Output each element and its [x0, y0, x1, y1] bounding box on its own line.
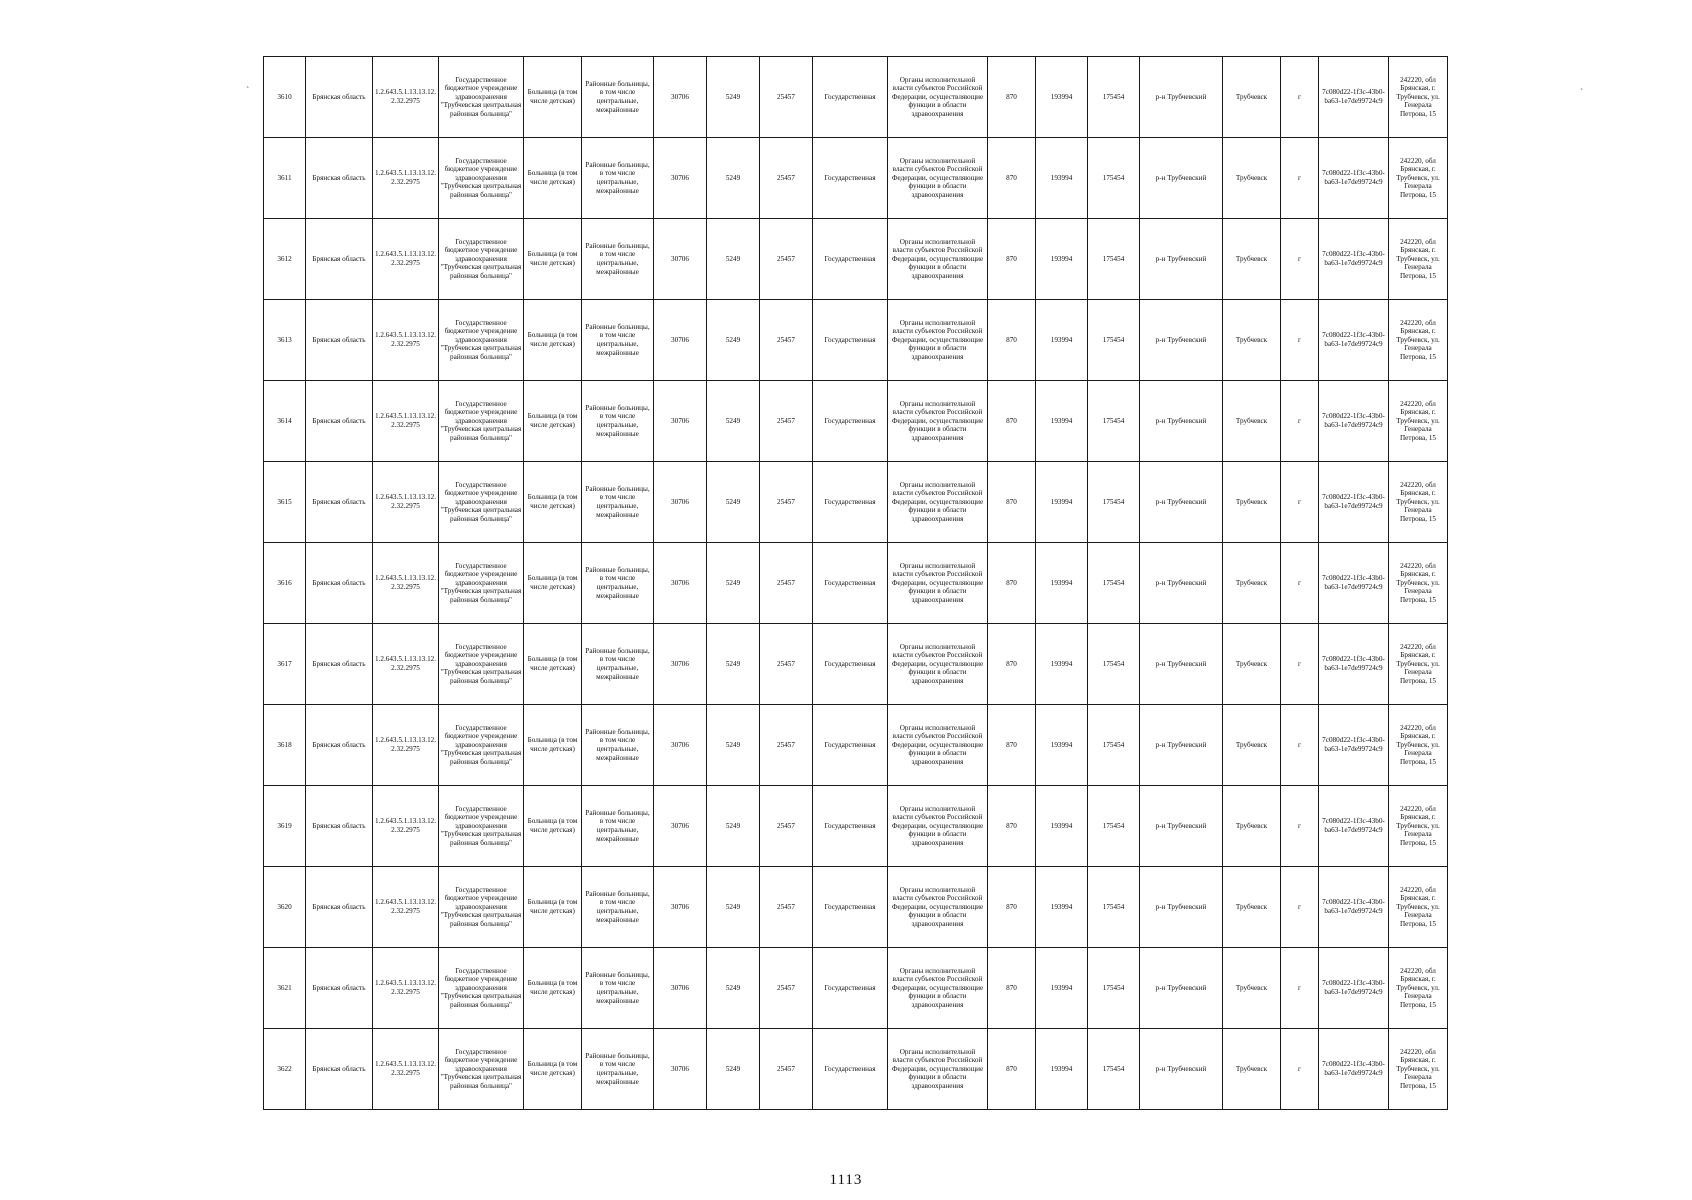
cell-profile: Районные больницы, в том числе центральные, межрайонные: [582, 138, 654, 219]
cell-authority: Органы исполнительной власти субъектов Российской Федерации, осуществляющие функции в области здравоохранения: [888, 1029, 988, 1110]
cell-v3: 25457: [760, 705, 813, 786]
cell-v1: 30706: [654, 948, 707, 1029]
cell-address: 242220, обл Брянская, г. Трубчевск, ул. Генерала Петрова, 15: [1389, 138, 1448, 219]
cell-district: р-н Трубчевский: [1140, 381, 1223, 462]
cell-ownership: Государственная: [813, 786, 888, 867]
cell-settlement-type: г: [1281, 543, 1319, 624]
cell-ownership: Государственная: [813, 300, 888, 381]
cell-district: р-н Трубчевский: [1140, 462, 1223, 543]
cell-region: Брянская область: [306, 948, 373, 1029]
cell-institution: Государственное бюджетное учреждение здравоохранения "Трубчевская центральная районная больница": [439, 462, 524, 543]
table-row: [264, 1029, 1448, 1110]
cell-district: р-н Трубчевский: [1140, 705, 1223, 786]
cell-code: 1.2.643.5.1.13.13.12.2.32.2975: [373, 219, 439, 300]
cell-authority: Органы исполнительной власти субъектов Российской Федерации, осуществляющие функции в области здравоохранения: [888, 624, 988, 705]
cell-settlement-type: г: [1281, 786, 1319, 867]
cell-region: Брянская область: [306, 1029, 373, 1110]
cell-type: Больница (в том числе детская): [524, 57, 582, 138]
cell-v6: 175454: [1088, 705, 1140, 786]
cell-guid: 7c080d22-1f3c-43b0-ba63-1e7de99724c9: [1319, 57, 1389, 138]
cell-region: Брянская область: [306, 138, 373, 219]
cell-v6: 175454: [1088, 138, 1140, 219]
cell-authority: Органы исполнительной власти субъектов Российской Федерации, осуществляющие функции в области здравоохранения: [888, 786, 988, 867]
cell-authority: Органы исполнительной власти субъектов Российской Федерации, осуществляющие функции в области здравоохранения: [888, 462, 988, 543]
cell-v6: 175454: [1088, 1029, 1140, 1110]
cell-profile: Районные больницы, в том числе центральные, межрайонные: [582, 462, 654, 543]
cell-district: р-н Трубчевский: [1140, 57, 1223, 138]
cell-city: Трубчевск: [1223, 624, 1281, 705]
cell-address: 242220, обл Брянская, г. Трубчевск, ул. Генерала Петрова, 15: [1389, 381, 1448, 462]
cell-v3: 25457: [760, 219, 813, 300]
cell-v2: 5249: [707, 219, 760, 300]
cell-v3: 25457: [760, 138, 813, 219]
cell-guid: 7c080d22-1f3c-43b0-ba63-1e7de99724c9: [1319, 705, 1389, 786]
cell-settlement-type: г: [1281, 867, 1319, 948]
cell-v5: 193994: [1036, 867, 1088, 948]
cell-v3: 25457: [760, 948, 813, 1029]
cell-v6: 175454: [1088, 624, 1140, 705]
cell-city: Трубчевск: [1223, 786, 1281, 867]
cell-ownership: Государственная: [813, 219, 888, 300]
cell-district: р-н Трубчевский: [1140, 138, 1223, 219]
page-number: 1113: [829, 1172, 863, 1188]
cell-code: 1.2.643.5.1.13.13.12.2.32.2975: [373, 462, 439, 543]
cell-v5: 193994: [1036, 786, 1088, 867]
cell-institution: Государственное бюджетное учреждение здравоохранения "Трубчевская центральная районная больница": [439, 381, 524, 462]
cell-v2: 5249: [707, 948, 760, 1029]
cell-ownership: Государственная: [813, 1029, 888, 1110]
cell-v3: 25457: [760, 381, 813, 462]
cell-district: р-н Трубчевский: [1140, 948, 1223, 1029]
cell-address: 242220, обл Брянская, г. Трубчевск, ул. Генерала Петрова, 15: [1389, 867, 1448, 948]
cell-v1: 30706: [654, 138, 707, 219]
cell-v6: 175454: [1088, 381, 1140, 462]
table-row: [264, 786, 1448, 867]
cell-v2: 5249: [707, 462, 760, 543]
cell-guid: 7c080d22-1f3c-43b0-ba63-1e7de99724c9: [1319, 219, 1389, 300]
cell-v1: 30706: [654, 543, 707, 624]
cell-v4: 870: [988, 462, 1036, 543]
cell-city: Трубчевск: [1223, 867, 1281, 948]
cell-v2: 5249: [707, 138, 760, 219]
cell-region: Брянская область: [306, 867, 373, 948]
cell-authority: Органы исполнительной власти субъектов Российской Федерации, осуществляющие функции в области здравоохранения: [888, 867, 988, 948]
cell-v1: 30706: [654, 219, 707, 300]
cell-district: р-н Трубчевский: [1140, 624, 1223, 705]
cell-v1: 30706: [654, 786, 707, 867]
cell-address: 242220, обл Брянская, г. Трубчевск, ул. Генерала Петрова, 15: [1389, 462, 1448, 543]
table-row: [264, 624, 1448, 705]
cell-profile: Районные больницы, в том числе центральные, межрайонные: [582, 948, 654, 1029]
cell-v4: 870: [988, 300, 1036, 381]
cell-district: р-н Трубчевский: [1140, 786, 1223, 867]
cell-id: 3612: [264, 219, 306, 300]
cell-profile: Районные больницы, в том числе центральные, межрайонные: [582, 1029, 654, 1110]
cell-v1: 30706: [654, 462, 707, 543]
cell-v4: 870: [988, 138, 1036, 219]
cell-v4: 870: [988, 219, 1036, 300]
table-row: [264, 867, 1448, 948]
cell-v1: 30706: [654, 624, 707, 705]
cell-ownership: Государственная: [813, 138, 888, 219]
table-row: [264, 57, 1448, 138]
cell-v2: 5249: [707, 1029, 760, 1110]
table-row: [264, 381, 1448, 462]
cell-ownership: Государственная: [813, 948, 888, 1029]
cell-v5: 193994: [1036, 462, 1088, 543]
cell-address: 242220, обл Брянская, г. Трубчевск, ул. Генерала Петрова, 15: [1389, 624, 1448, 705]
cell-address: 242220, обл Брянская, г. Трубчевск, ул. Генерала Петрова, 15: [1389, 1029, 1448, 1110]
cell-v4: 870: [988, 543, 1036, 624]
cell-code: 1.2.643.5.1.13.13.12.2.32.2975: [373, 867, 439, 948]
cell-id: 3622: [264, 1029, 306, 1110]
cell-profile: Районные больницы, в том числе центральные, межрайонные: [582, 219, 654, 300]
cell-guid: 7c080d22-1f3c-43b0-ba63-1e7de99724c9: [1319, 381, 1389, 462]
cell-city: Трубчевск: [1223, 462, 1281, 543]
cell-id: 3619: [264, 786, 306, 867]
cell-type: Больница (в том числе детская): [524, 219, 582, 300]
cell-v4: 870: [988, 57, 1036, 138]
cell-city: Трубчевск: [1223, 948, 1281, 1029]
cell-code: 1.2.643.5.1.13.13.12.2.32.2975: [373, 381, 439, 462]
cell-v2: 5249: [707, 543, 760, 624]
cell-region: Брянская область: [306, 462, 373, 543]
cell-v5: 193994: [1036, 543, 1088, 624]
cell-city: Трубчевск: [1223, 705, 1281, 786]
cell-ownership: Государственная: [813, 867, 888, 948]
cell-guid: 7c080d22-1f3c-43b0-ba63-1e7de99724c9: [1319, 462, 1389, 543]
cell-authority: Органы исполнительной власти субъектов Российской Федерации, осуществляющие функции в области здравоохранения: [888, 300, 988, 381]
cell-district: р-н Трубчевский: [1140, 300, 1223, 381]
cell-id: 3618: [264, 705, 306, 786]
cell-v1: 30706: [654, 381, 707, 462]
registry-sheet: [263, 56, 1448, 1110]
cell-address: 242220, обл Брянская, г. Трубчевск, ул. Генерала Петрова, 15: [1389, 786, 1448, 867]
cell-code: 1.2.643.5.1.13.13.12.2.32.2975: [373, 57, 439, 138]
cell-guid: 7c080d22-1f3c-43b0-ba63-1e7de99724c9: [1319, 786, 1389, 867]
cell-settlement-type: г: [1281, 705, 1319, 786]
cell-v4: 870: [988, 624, 1036, 705]
cell-region: Брянская область: [306, 705, 373, 786]
cell-settlement-type: г: [1281, 300, 1319, 381]
cell-v2: 5249: [707, 57, 760, 138]
cell-v5: 193994: [1036, 624, 1088, 705]
cell-district: р-н Трубчевский: [1140, 543, 1223, 624]
cell-type: Больница (в том числе детская): [524, 381, 582, 462]
cell-v2: 5249: [707, 381, 760, 462]
cell-institution: Государственное бюджетное учреждение здравоохранения "Трубчевская центральная районная больница": [439, 948, 524, 1029]
cell-region: Брянская область: [306, 57, 373, 138]
cell-authority: Органы исполнительной власти субъектов Российской Федерации, осуществляющие функции в области здравоохранения: [888, 219, 988, 300]
cell-id: 3615: [264, 462, 306, 543]
cell-ownership: Государственная: [813, 624, 888, 705]
cell-id: 3620: [264, 867, 306, 948]
cell-city: Трубчевск: [1223, 1029, 1281, 1110]
cell-ownership: Государственная: [813, 381, 888, 462]
cell-v5: 193994: [1036, 300, 1088, 381]
cell-institution: Государственное бюджетное учреждение здравоохранения "Трубчевская центральная районная больница": [439, 138, 524, 219]
cell-profile: Районные больницы, в том числе центральные, межрайонные: [582, 381, 654, 462]
cell-v1: 30706: [654, 867, 707, 948]
cell-code: 1.2.643.5.1.13.13.12.2.32.2975: [373, 138, 439, 219]
cell-authority: Органы исполнительной власти субъектов Российской Федерации, осуществляющие функции в области здравоохранения: [888, 57, 988, 138]
cell-v6: 175454: [1088, 462, 1140, 543]
cell-v2: 5249: [707, 624, 760, 705]
table-row: [264, 705, 1448, 786]
cell-type: Больница (в том числе детская): [524, 1029, 582, 1110]
cell-v1: 30706: [654, 300, 707, 381]
cell-v6: 175454: [1088, 57, 1140, 138]
cell-profile: Районные больницы, в том числе центральные, межрайонные: [582, 300, 654, 381]
cell-city: Трубчевск: [1223, 57, 1281, 138]
cell-id: 3616: [264, 543, 306, 624]
cell-institution: Государственное бюджетное учреждение здравоохранения "Трубчевская центральная районная больница": [439, 786, 524, 867]
cell-v4: 870: [988, 867, 1036, 948]
cell-id: 3610: [264, 57, 306, 138]
cell-institution: Государственное бюджетное учреждение здравоохранения "Трубчевская центральная районная больница": [439, 624, 524, 705]
cell-institution: Государственное бюджетное учреждение здравоохранения "Трубчевская центральная районная больница": [439, 705, 524, 786]
cell-settlement-type: г: [1281, 381, 1319, 462]
cell-authority: Органы исполнительной власти субъектов Российской Федерации, осуществляющие функции в области здравоохранения: [888, 138, 988, 219]
cell-type: Больница (в том числе детская): [524, 462, 582, 543]
cell-profile: Районные больницы, в том числе центральные, межрайонные: [582, 543, 654, 624]
cell-id: 3621: [264, 948, 306, 1029]
cell-region: Брянская область: [306, 300, 373, 381]
cell-v6: 175454: [1088, 543, 1140, 624]
cell-v2: 5249: [707, 300, 760, 381]
table-row: [264, 138, 1448, 219]
table-row: [264, 219, 1448, 300]
registry-table: [263, 56, 1448, 1110]
cell-v3: 25457: [760, 300, 813, 381]
cell-id: 3614: [264, 381, 306, 462]
cell-v6: 175454: [1088, 867, 1140, 948]
cell-v4: 870: [988, 381, 1036, 462]
cell-v4: 870: [988, 705, 1036, 786]
cell-v4: 870: [988, 786, 1036, 867]
cell-authority: Органы исполнительной власти субъектов Российской Федерации, осуществляющие функции в области здравоохранения: [888, 705, 988, 786]
cell-region: Брянская область: [306, 786, 373, 867]
cell-v2: 5249: [707, 867, 760, 948]
cell-city: Трубчевск: [1223, 543, 1281, 624]
cell-v2: 5249: [707, 786, 760, 867]
cell-profile: Районные больницы, в том числе центральные, межрайонные: [582, 705, 654, 786]
cell-code: 1.2.643.5.1.13.13.12.2.32.2975: [373, 1029, 439, 1110]
cell-id: 3613: [264, 300, 306, 381]
cell-v1: 30706: [654, 57, 707, 138]
cell-type: Больница (в том числе детская): [524, 138, 582, 219]
cell-v3: 25457: [760, 57, 813, 138]
cell-v6: 175454: [1088, 786, 1140, 867]
cell-v5: 193994: [1036, 1029, 1088, 1110]
cell-ownership: Государственная: [813, 462, 888, 543]
cell-v3: 25457: [760, 786, 813, 867]
cell-district: р-н Трубчевский: [1140, 1029, 1223, 1110]
cell-code: 1.2.643.5.1.13.13.12.2.32.2975: [373, 543, 439, 624]
cell-institution: Государственное бюджетное учреждение здравоохранения "Трубчевская центральная районная больница": [439, 57, 524, 138]
table-row: [264, 300, 1448, 381]
cell-city: Трубчевск: [1223, 381, 1281, 462]
cell-v2: 5249: [707, 705, 760, 786]
cell-code: 1.2.643.5.1.13.13.12.2.32.2975: [373, 786, 439, 867]
cell-guid: 7c080d22-1f3c-43b0-ba63-1e7de99724c9: [1319, 624, 1389, 705]
cell-address: 242220, обл Брянская, г. Трубчевск, ул. Генерала Петрова, 15: [1389, 543, 1448, 624]
cell-region: Брянская область: [306, 381, 373, 462]
cell-authority: Органы исполнительной власти субъектов Российской Федерации, осуществляющие функции в области здравоохранения: [888, 381, 988, 462]
cell-type: Больница (в том числе детская): [524, 867, 582, 948]
cell-district: р-н Трубчевский: [1140, 867, 1223, 948]
cell-settlement-type: г: [1281, 1029, 1319, 1110]
cell-v4: 870: [988, 948, 1036, 1029]
cell-region: Брянская область: [306, 624, 373, 705]
cell-city: Трубчевск: [1223, 300, 1281, 381]
cell-address: 242220, обл Брянская, г. Трубчевск, ул. Генерала Петрова, 15: [1389, 948, 1448, 1029]
cell-type: Больница (в том числе детская): [524, 300, 582, 381]
cell-profile: Районные больницы, в том числе центральные, межрайонные: [582, 867, 654, 948]
cell-settlement-type: г: [1281, 948, 1319, 1029]
scan-mark-left: `: [246, 86, 250, 97]
cell-type: Больница (в том числе детская): [524, 624, 582, 705]
cell-institution: Государственное бюджетное учреждение здравоохранения "Трубчевская центральная районная больница": [439, 867, 524, 948]
cell-region: Брянская область: [306, 219, 373, 300]
cell-guid: 7c080d22-1f3c-43b0-ba63-1e7de99724c9: [1319, 948, 1389, 1029]
cell-profile: Районные больницы, в том числе центральные, межрайонные: [582, 786, 654, 867]
cell-ownership: Государственная: [813, 57, 888, 138]
cell-city: Трубчевск: [1223, 219, 1281, 300]
cell-id: 3617: [264, 624, 306, 705]
cell-guid: 7c080d22-1f3c-43b0-ba63-1e7de99724c9: [1319, 1029, 1389, 1110]
cell-settlement-type: г: [1281, 57, 1319, 138]
cell-settlement-type: г: [1281, 462, 1319, 543]
cell-v3: 25457: [760, 624, 813, 705]
cell-v5: 193994: [1036, 138, 1088, 219]
cell-authority: Органы исполнительной власти субъектов Российской Федерации, осуществляющие функции в области здравоохранения: [888, 543, 988, 624]
table-row: [264, 543, 1448, 624]
cell-v5: 193994: [1036, 948, 1088, 1029]
cell-authority: Органы исполнительной власти субъектов Российской Федерации, осуществляющие функции в области здравоохранения: [888, 948, 988, 1029]
cell-institution: Государственное бюджетное учреждение здравоохранения "Трубчевская центральная районная больница": [439, 219, 524, 300]
cell-code: 1.2.643.5.1.13.13.12.2.32.2975: [373, 705, 439, 786]
table-body: [264, 57, 1448, 1110]
table-row: [264, 462, 1448, 543]
cell-address: 242220, обл Брянская, г. Трубчевск, ул. Генерала Петрова, 15: [1389, 219, 1448, 300]
cell-address: 242220, обл Брянская, г. Трубчевск, ул. Генерала Петрова, 15: [1389, 57, 1448, 138]
cell-v4: 870: [988, 1029, 1036, 1110]
cell-v5: 193994: [1036, 705, 1088, 786]
cell-address: 242220, обл Брянская, г. Трубчевск, ул. Генерала Петрова, 15: [1389, 705, 1448, 786]
cell-id: 3611: [264, 138, 306, 219]
cell-district: р-н Трубчевский: [1140, 219, 1223, 300]
cell-type: Больница (в том числе детская): [524, 786, 582, 867]
cell-city: Трубчевск: [1223, 138, 1281, 219]
cell-guid: 7c080d22-1f3c-43b0-ba63-1e7de99724c9: [1319, 138, 1389, 219]
cell-code: 1.2.643.5.1.13.13.12.2.32.2975: [373, 948, 439, 1029]
cell-type: Больница (в том числе детская): [524, 948, 582, 1029]
cell-v1: 30706: [654, 705, 707, 786]
cell-ownership: Государственная: [813, 543, 888, 624]
cell-institution: Государственное бюджетное учреждение здравоохранения "Трубчевская центральная районная больница": [439, 543, 524, 624]
cell-v6: 175454: [1088, 300, 1140, 381]
cell-guid: 7c080d22-1f3c-43b0-ba63-1e7de99724c9: [1319, 867, 1389, 948]
cell-type: Больница (в том числе детская): [524, 543, 582, 624]
scan-mark-right: `: [1580, 88, 1584, 99]
cell-guid: 7c080d22-1f3c-43b0-ba63-1e7de99724c9: [1319, 300, 1389, 381]
cell-v6: 175454: [1088, 948, 1140, 1029]
cell-institution: Государственное бюджетное учреждение здравоохранения "Трубчевская центральная районная больница": [439, 1029, 524, 1110]
cell-v5: 193994: [1036, 219, 1088, 300]
cell-code: 1.2.643.5.1.13.13.12.2.32.2975: [373, 300, 439, 381]
cell-guid: 7c080d22-1f3c-43b0-ba63-1e7de99724c9: [1319, 543, 1389, 624]
cell-v5: 193994: [1036, 57, 1088, 138]
cell-v6: 175454: [1088, 219, 1140, 300]
table-row: [264, 948, 1448, 1029]
cell-settlement-type: г: [1281, 219, 1319, 300]
cell-v3: 25457: [760, 462, 813, 543]
cell-profile: Районные больницы, в том числе центральные, межрайонные: [582, 57, 654, 138]
cell-type: Больница (в том числе детская): [524, 705, 582, 786]
cell-settlement-type: г: [1281, 624, 1319, 705]
cell-v5: 193994: [1036, 381, 1088, 462]
cell-v3: 25457: [760, 543, 813, 624]
cell-code: 1.2.643.5.1.13.13.12.2.32.2975: [373, 624, 439, 705]
cell-profile: Районные больницы, в том числе центральные, межрайонные: [582, 624, 654, 705]
cell-region: Брянская область: [306, 543, 373, 624]
cell-ownership: Государственная: [813, 705, 888, 786]
cell-address: 242220, обл Брянская, г. Трубчевск, ул. Генерала Петрова, 15: [1389, 300, 1448, 381]
cell-v3: 25457: [760, 1029, 813, 1110]
cell-settlement-type: г: [1281, 138, 1319, 219]
cell-institution: Государственное бюджетное учреждение здравоохранения "Трубчевская центральная районная больница": [439, 300, 524, 381]
cell-v3: 25457: [760, 867, 813, 948]
cell-v1: 30706: [654, 1029, 707, 1110]
